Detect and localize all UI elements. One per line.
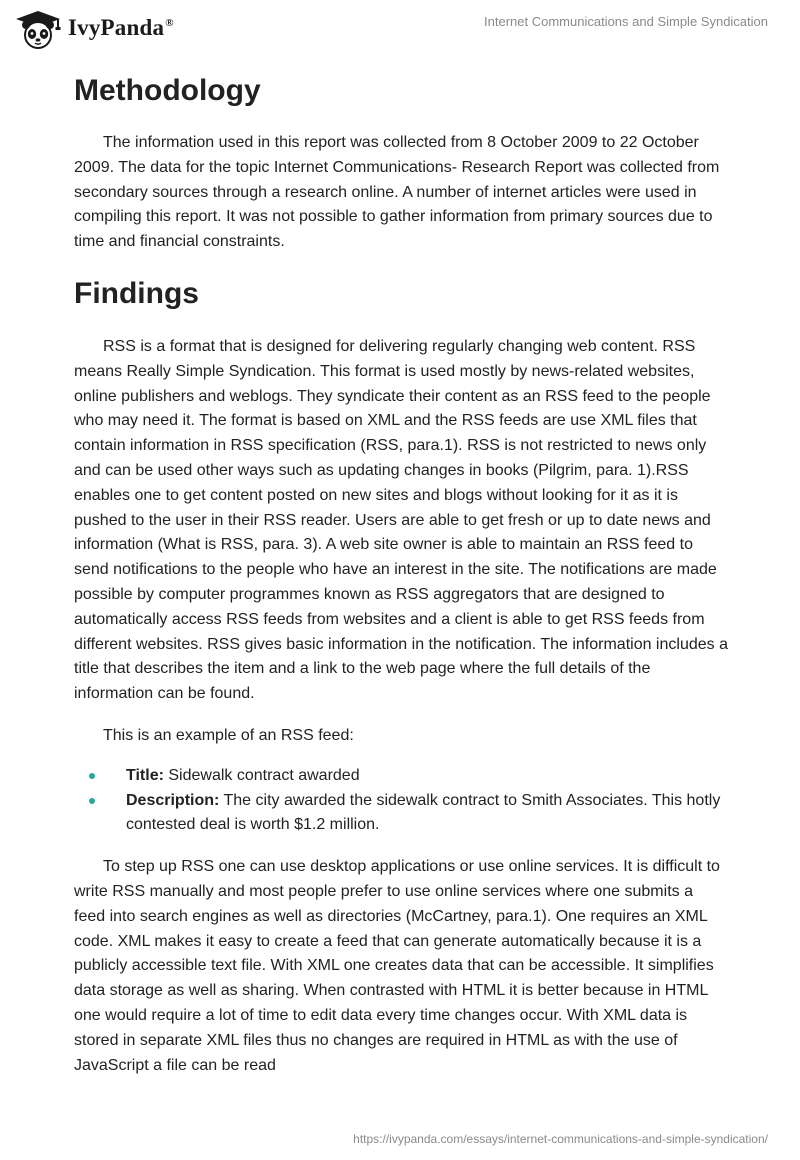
- logo-text: IvyPanda®: [68, 15, 174, 40]
- panda-icon: [14, 9, 62, 49]
- document-title: Internet Communications and Simple Syndication: [484, 14, 768, 29]
- essay-content: [74, 70, 728, 1078]
- item-label: Title:: [126, 766, 164, 784]
- page-header: [0, 0, 800, 60]
- list-item: [74, 764, 728, 789]
- findings-heading: Findings: [74, 276, 199, 310]
- example-intro: This is an example of an RSS feed:: [103, 726, 354, 744]
- item-text: The city awarded the sidewalk contract to Smith Associates. This hotly contested deal is worth $1.2 million.: [126, 791, 721, 834]
- ivypanda-logo[interactable]: [14, 9, 174, 49]
- registered-mark: ®: [165, 17, 174, 30]
- list-item: [74, 789, 728, 839]
- rss-example-list: [74, 764, 728, 838]
- source-url[interactable]: https://ivypanda.com/essays/internet-communications-and-simple-syndication/: [353, 1132, 768, 1146]
- item-text: Sidewalk contract awarded: [163, 766, 360, 784]
- findings-paragraph-2: To step up RSS one can use desktop applications or use online services. It is difficult to write RSS manually and most people prefer to use online services where one submits a feed into search engines as well as directories (McCartney, para.1). One requires an XML code. XML makes it easy to create a feed that can generate automatically because it is a publicly accessible text file. With XML one creates data that can be accessible. It simplifies data storage as well as sharing. When contrasted with HTML it is better because in HTML one would require a lot of time to edit data every time changes occur. With XML data is stored in separate XML files thus no changes are required in HTML as with the use of JavaScript a file can be read: [74, 858, 720, 1074]
- item-label: Description:: [126, 791, 220, 809]
- findings-paragraph: RSS is a format that is designed for delivering regularly changing web content. RSS means Really Simple Syndication. This format is used mostly by news-related websites, online publishers and weblogs. They syndicate their content as an RSS feed to the people who may need it. The format is based on XML and the RSS feeds are use XML files that contain information in RSS specification (RSS, para.1). RSS is not restricted to news only and can be used other ways such as updating changes in books (Pilgrim, para. 1).RSS enables one to get content posted on new sites and blogs without looking for it as it is pushed to the user in their RSS reader. Users are able to get fresh or up to date news and information (What is RSS, para. 3). A web site owner is able to maintain an RSS feed to send notifications to the people who have an interest in the site. The notifications are made possible by computer programmes known as RSS aggregators that are designed to automatically access RSS feeds from websites and a client is able to get RSS feeds from different websites. RSS gives basic information in the notification. The information includes a title that describes the item and a link to the web page where the full details of the information can be found.: [74, 337, 728, 703]
- methodology-paragraph: The information used in this report was collected from 8 October 2009 to 22 October 2009. The data for the topic Internet Communications- Research Report was collected from secondary sources through a research online. A number of internet articles were used in compiling this report. It was not possible to gather information from primary sources due to time and financial constraints.: [74, 134, 720, 251]
- methodology-heading: Methodology: [74, 74, 261, 107]
- bullet-icon: [89, 798, 95, 804]
- bullet-icon: [89, 773, 95, 779]
